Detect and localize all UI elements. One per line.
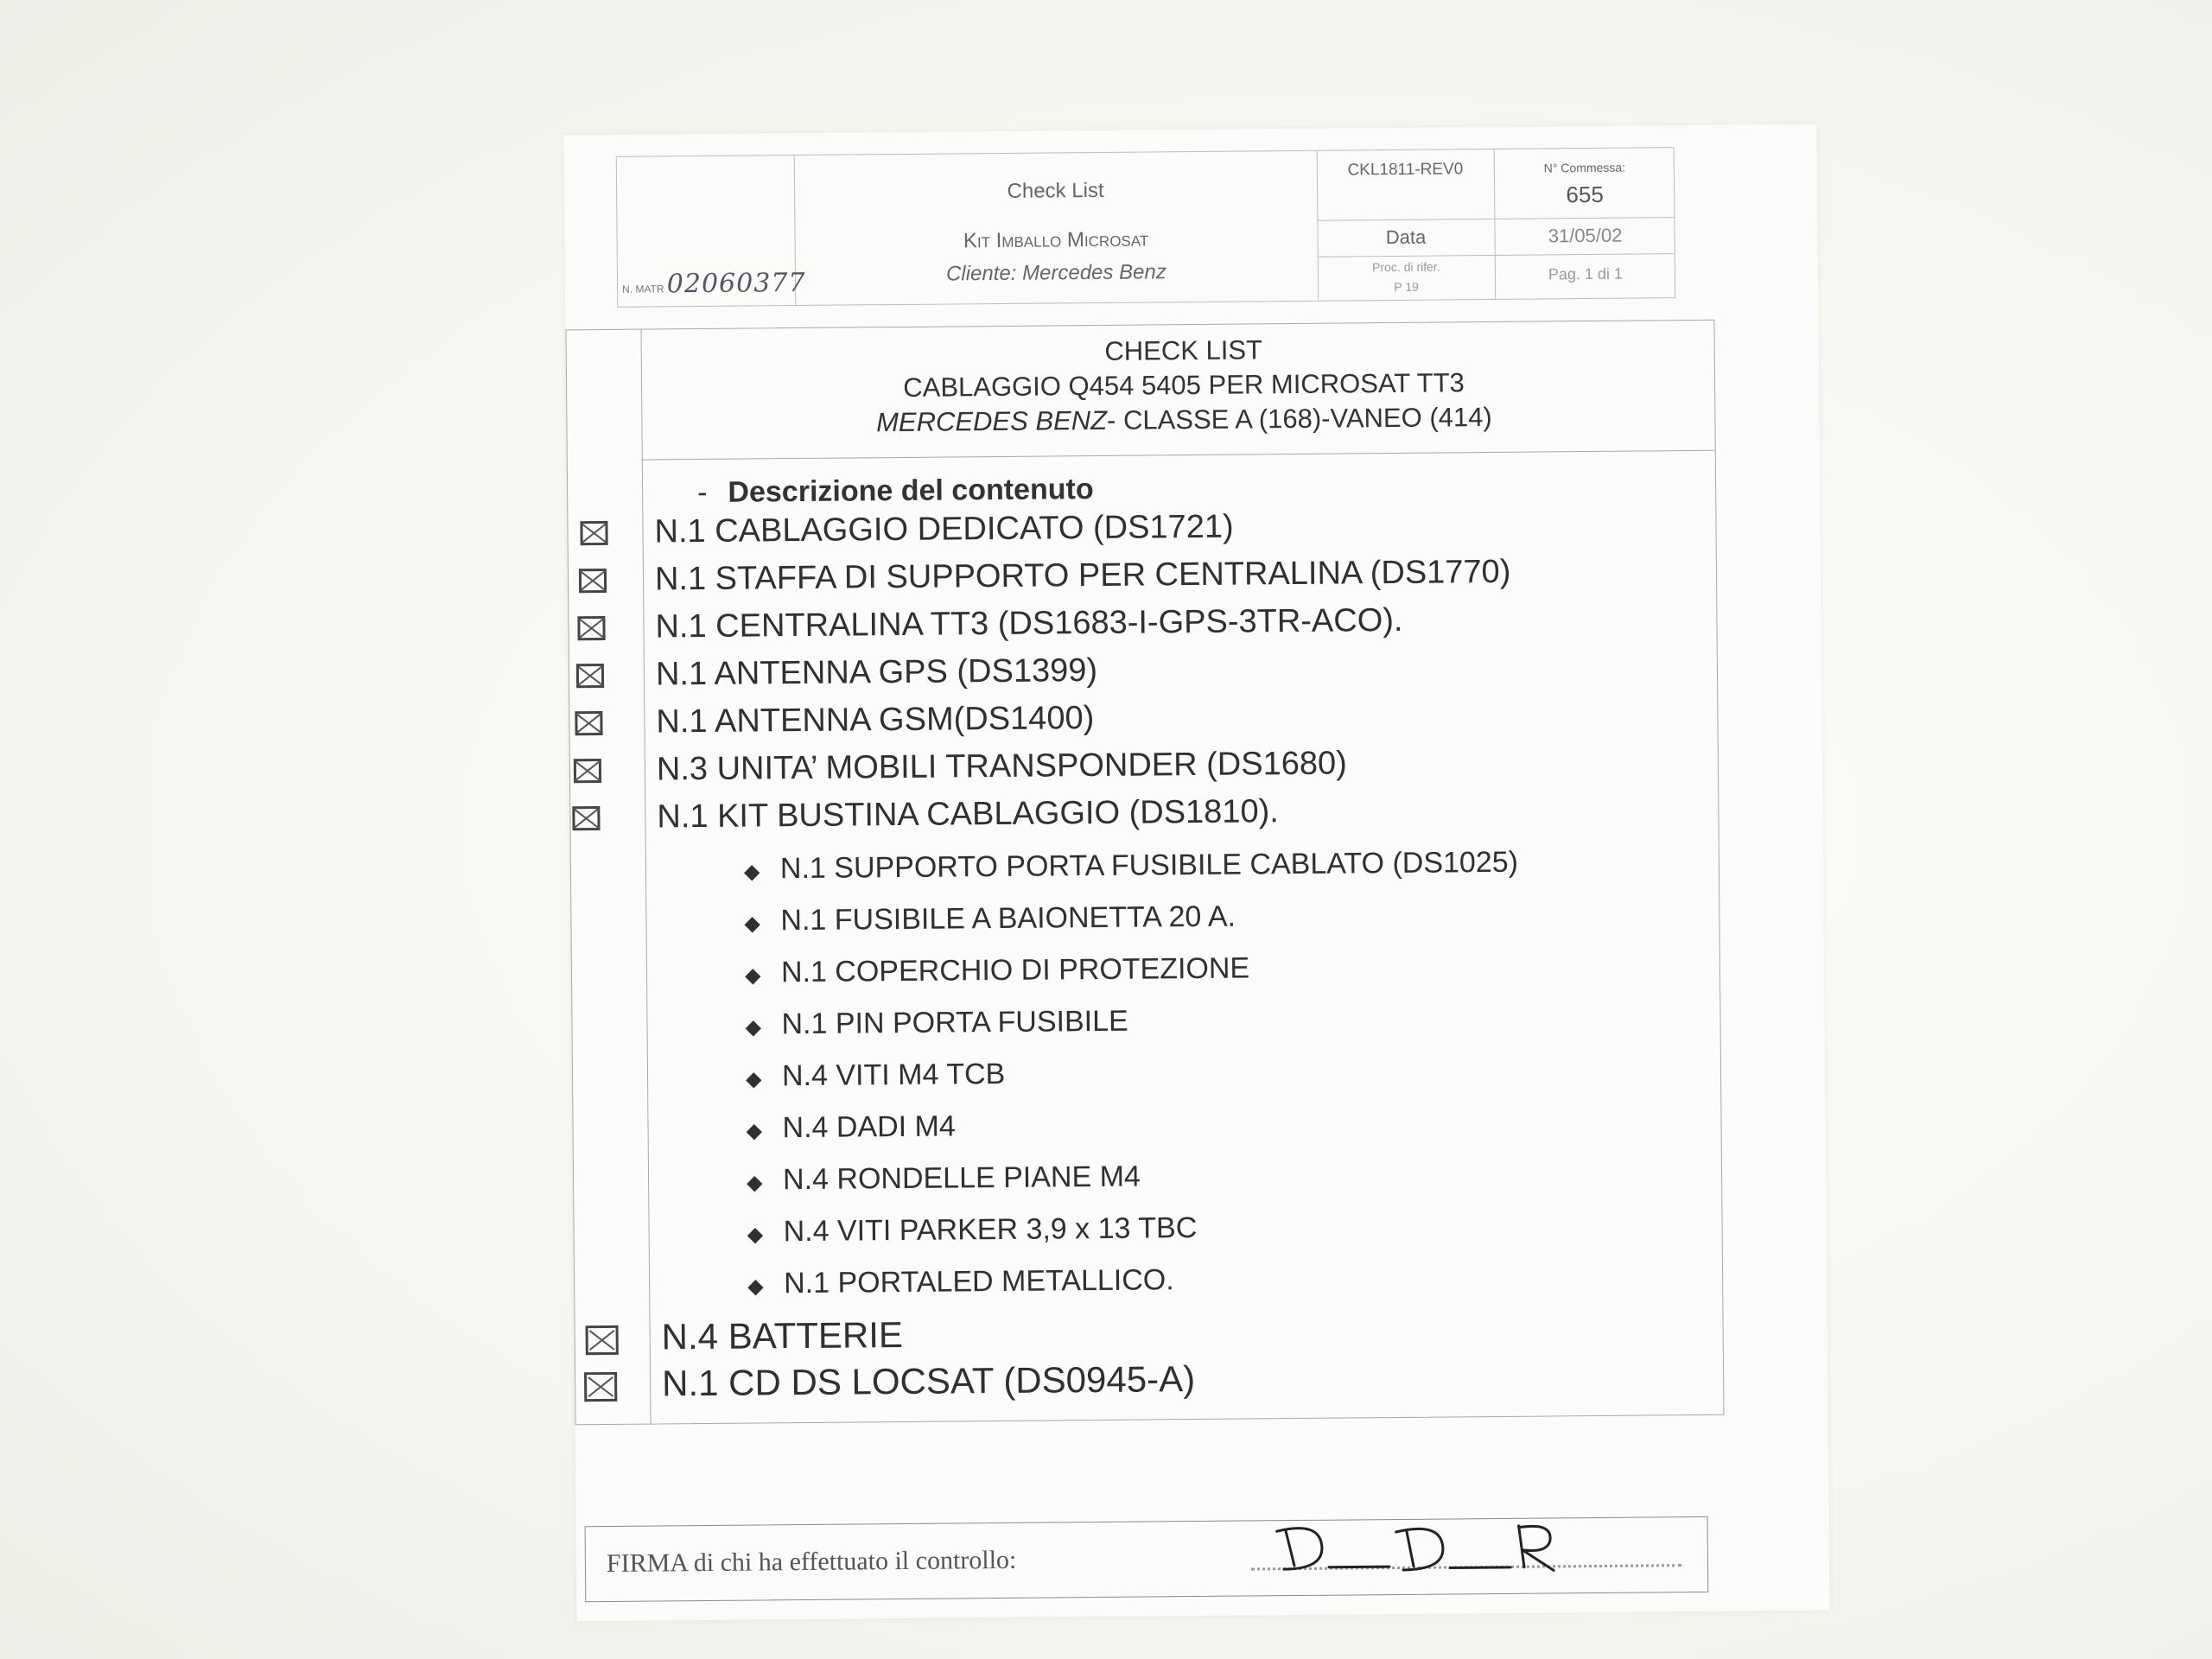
bullet-icon: ◆: [747, 1223, 764, 1247]
page-number: Pag. 1 di 1: [1548, 264, 1624, 283]
checkbox-checked[interactable]: [584, 1372, 617, 1402]
commessa-label: N° Commessa:: [1543, 160, 1626, 175]
document-header-table: [616, 147, 1675, 308]
checklist-title: CHECK LIST: [1104, 334, 1263, 366]
checklist-sheet: [564, 124, 1830, 1622]
checkbox-checked[interactable]: [576, 664, 604, 688]
checklist-box: [565, 320, 1724, 1426]
list-item: N.1 ANTENNA GSM(DS1400): [656, 700, 1095, 741]
sub-list-item: ◆ N.4 VITI M4 TCB: [745, 1057, 1006, 1093]
checkbox-checked[interactable]: [586, 1325, 619, 1355]
proc-label: Proc. di rifer.: [1372, 259, 1440, 275]
checklist-subtitle: CABLAGGIO Q454 5405 PER MICROSAT TT3: [903, 367, 1465, 403]
handwritten-signature: [1259, 1510, 1623, 1591]
vehicle-models: - CLASSE A (168)-VANEO (414): [1106, 401, 1492, 435]
sub-list-item: ◆ N.1 PORTALED METALLICO.: [747, 1263, 1174, 1300]
checkbox-checked[interactable]: [579, 569, 607, 593]
sub-list-item: ◆ N.1 FUSIBILE A BAIONETTA 20 A.: [744, 899, 1236, 938]
signature-label: FIRMA di chi ha effettuato il controllo:: [606, 1545, 1017, 1578]
bullet-icon: ◆: [745, 1067, 762, 1091]
bullet-icon: ◆: [746, 1171, 763, 1195]
checkbox-checked[interactable]: [574, 759, 601, 783]
header-kit-name: Kit Imballo Microsat: [963, 227, 1149, 253]
serial-handwritten: 02060377: [666, 267, 806, 300]
sub-list-item: ◆ N.1 SUPPORTO PORTA FUSIBILE CABLATO (DS1025): [743, 845, 1519, 886]
proc-value: P 19: [1394, 279, 1419, 294]
bullet-icon: ◆: [746, 1119, 763, 1143]
sub-list-item: ◆ N.4 DADI M4: [746, 1109, 956, 1145]
sub-list-item: ◆ N.1 PIN PORTA FUSIBILE: [745, 1004, 1128, 1041]
bullet-icon: ◆: [747, 1274, 764, 1299]
bullet-icon: ◆: [745, 1015, 762, 1039]
serial-prefix: N. MATR: [622, 283, 664, 296]
checkbox-checked[interactable]: [575, 711, 602, 735]
list-item: N.1 STAFFA DI SUPPORTO PER CENTRALINA (DS1770): [654, 553, 1511, 598]
checkbox-checked[interactable]: [572, 806, 600, 830]
checkbox-checked[interactable]: [577, 616, 605, 640]
sub-list-item: ◆ N.4 RONDELLE PIANE M4: [746, 1160, 1141, 1197]
sub-list-item: ◆ N.1 COPERCHIO DI PROTEZIONE: [744, 951, 1250, 989]
list-item: N.3 UNITA’ MOBILI TRANSPONDER (DS1680): [656, 745, 1347, 788]
vehicle-brand: MERCEDES BENZ: [875, 404, 1108, 438]
data-value: 31/05/02: [1548, 224, 1623, 247]
description-header: - Descrizione del contenuto: [696, 473, 1094, 510]
list-item: N.4 BATTERIE: [661, 1313, 904, 1357]
bullet-icon: ◆: [743, 860, 760, 884]
list-item: N.1 ANTENNA GPS (DS1399): [655, 652, 1098, 693]
signature-box: [585, 1516, 1709, 1602]
list-item: N.1 CD DS LOCSAT (DS0945-A): [661, 1358, 1196, 1404]
data-label: Data: [1385, 226, 1427, 249]
serial-number: [622, 268, 806, 300]
sub-list-item: ◆ N.4 VITI PARKER 3,9 x 13 TBC: [747, 1211, 1198, 1249]
list-item: N.1 KIT BUSTINA CABLAGGIO (DS1810).: [657, 793, 1279, 836]
commessa-value: 655: [1566, 181, 1604, 208]
checkbox-checked[interactable]: [580, 521, 607, 545]
header-doc-code: CKL1811-REV0: [1347, 160, 1464, 180]
list-item: N.1 CABLAGGIO DEDICATO (DS1721): [654, 508, 1234, 550]
header-doc-title: Check List: [1007, 178, 1104, 203]
list-item: N.1 CENTRALINA TT3 (DS1683-I-GPS-3TR-ACO).: [655, 601, 1403, 645]
header-client: Cliente: Mercedes Benz: [945, 260, 1166, 286]
bullet-icon: ◆: [744, 963, 761, 988]
bullet-icon: ◆: [744, 912, 761, 936]
checklist-vehicle: [653, 400, 1714, 441]
